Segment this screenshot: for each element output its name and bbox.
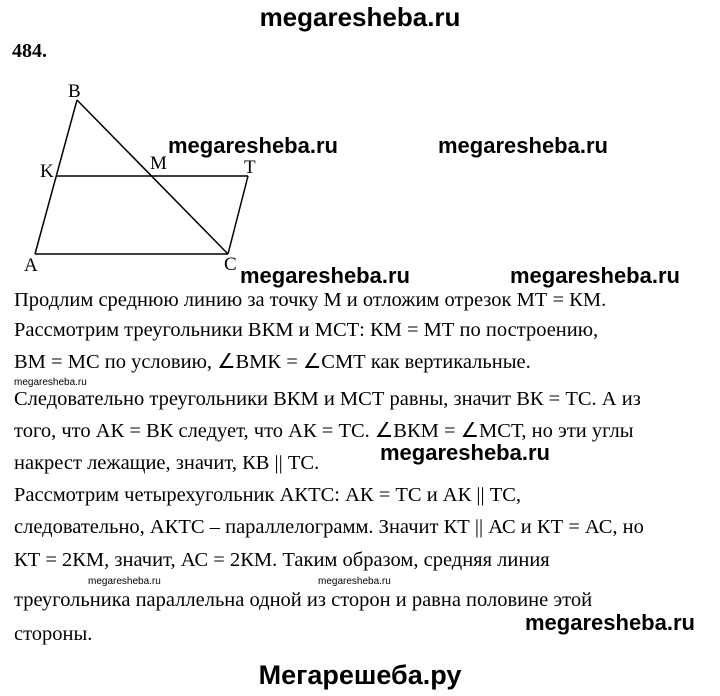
solution-line: Рассмотрим четырехугольник АКТС: АК = ТС и АК || ТС, [14,484,522,506]
solution-line: КТ = 2КМ, значит, АС = 2КМ. Таким образом, средняя линия [14,549,550,571]
footer-watermark: Мегарешеба.ру [258,660,462,690]
watermark-small: megaresheba.ru [318,576,391,587]
watermark: megaresheba.ru [510,263,680,288]
watermark: megaresheba.ru [168,133,338,158]
solution-line: следовательно, АКТС – параллелограмм. Значит КТ || АС и КТ = АС, но [14,516,644,538]
solution-line: Продлим среднюю линию за точку М и отложим отрезок МТ = КМ. [14,289,607,311]
solution-line: Следовательно треугольники ВКМ и МСТ равны, значит ВК = ТС. А из [14,388,641,410]
segment-TC [228,176,248,254]
solution-line: стороны. [14,623,93,645]
watermark-small: megaresheba.ru [88,576,161,587]
problem-number: 484. [12,40,47,62]
geometry-figure [0,80,720,280]
watermark: megaresheba.ru [525,610,695,635]
label-T: T [244,157,256,178]
watermark: megaresheba.ru [380,440,550,465]
solution-line: того, что АК = ВК следует, что АК = ТС. ∠ВКМ = ∠МСТ, но эти углы [14,420,634,442]
watermark: megaresheba.ru [438,133,608,158]
solution-line: треугольника параллельна одной из сторон и равна половине этой [14,589,593,611]
watermark: megaresheba.ru [240,263,410,288]
watermark-small: megaresheba.ru [14,377,87,388]
label-A: A [24,255,38,276]
solution-line: ВМ = МС по условию, ∠ВМК = ∠СМТ как вертикальные. [14,351,531,373]
segment-BC [77,100,228,254]
site-header-watermark: megaresheba.ru [259,2,461,32]
label-M: M [150,153,167,174]
label-C: C [224,254,237,275]
label-K: K [40,161,54,182]
solution-line: накрест лежащие, значит, КВ || ТС. [14,452,320,474]
label-B: B [68,81,81,102]
solution-line: Рассмотрим треугольники ВКМ и МСТ: КМ = МТ по построению, [14,319,599,341]
